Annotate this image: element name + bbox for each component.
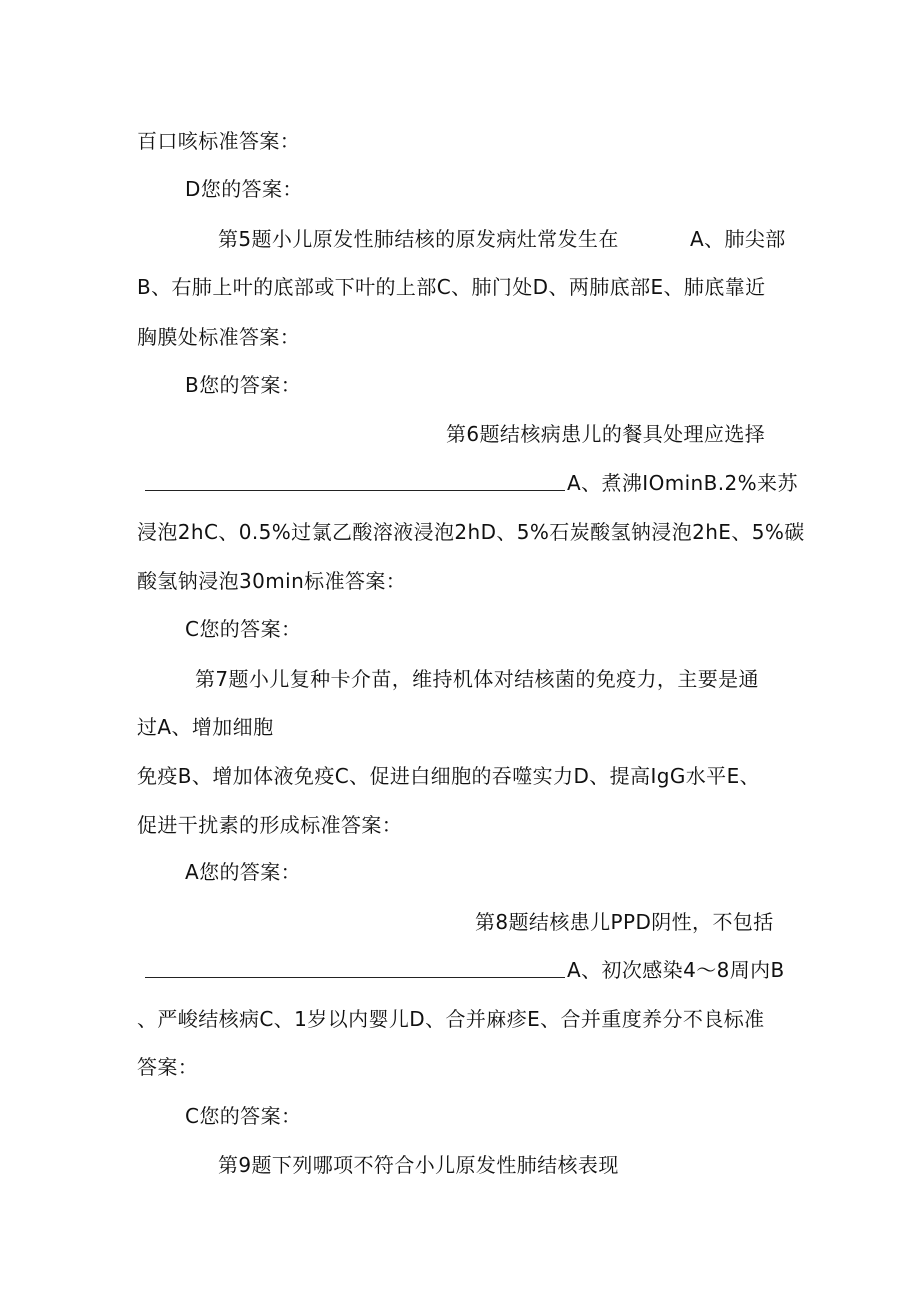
question-6-title: 第6题结核病患儿的餐具处理应选择: [446, 422, 766, 446]
blank-underline: [145, 490, 565, 491]
text-line: 酸氢钠浸泡30min标准答案：: [137, 569, 407, 593]
text-line: 过A、增加细胞: [137, 715, 274, 739]
text-line: A、初次感染4～8周内B: [567, 958, 785, 982]
text-line: 、严峻结核病C、1岁以内婴儿D、合并麻疹E、合并重度养分不良标准: [137, 1007, 765, 1031]
blank-underline: [145, 977, 565, 978]
text-line: 答案：: [137, 1055, 199, 1079]
text-line: 浸泡2hC、0.5%过氯乙酸溶液浸泡2hD、5%石炭酸氢钠浸泡2hE、5%碳: [137, 520, 805, 544]
text-line: D您的答案：: [185, 177, 303, 201]
text-line: C您的答案：: [185, 617, 302, 641]
text-line: 促进干扰素的形成标准答案：: [137, 813, 403, 837]
text-line: A您的答案：: [185, 860, 302, 884]
question-8-title: 第8题结核患儿PPD阴性，不包括: [475, 910, 774, 934]
text-line: A、煮沸IOminB.2%来苏: [567, 471, 798, 495]
question-5-title: 第5题小儿原发性肺结核的原发病灶常发生在: [218, 227, 619, 251]
question-7-title: 第7题小儿复种卡介苗，维持机体对结核菌的免疫力，主要是通: [195, 667, 759, 691]
question-9-title: 第9题下列哪项不符合小儿原发性肺结核表现: [218, 1153, 619, 1177]
text-line: 百口咳标准答案：: [137, 129, 301, 153]
text-line: A、肺尖部: [690, 227, 786, 251]
text-line: 胸膜处标准答案：: [137, 325, 301, 349]
text-line: C您的答案：: [185, 1104, 302, 1128]
text-line: B您的答案：: [185, 373, 302, 397]
text-line: B、右肺上叶的底部或下叶的上部C、肺门处D、两肺底部E、肺底靠近: [137, 275, 766, 299]
text-line: 免疫B、增加体液免疫C、促进白细胞的吞噬实力D、提高IgG水平E、: [137, 764, 761, 788]
